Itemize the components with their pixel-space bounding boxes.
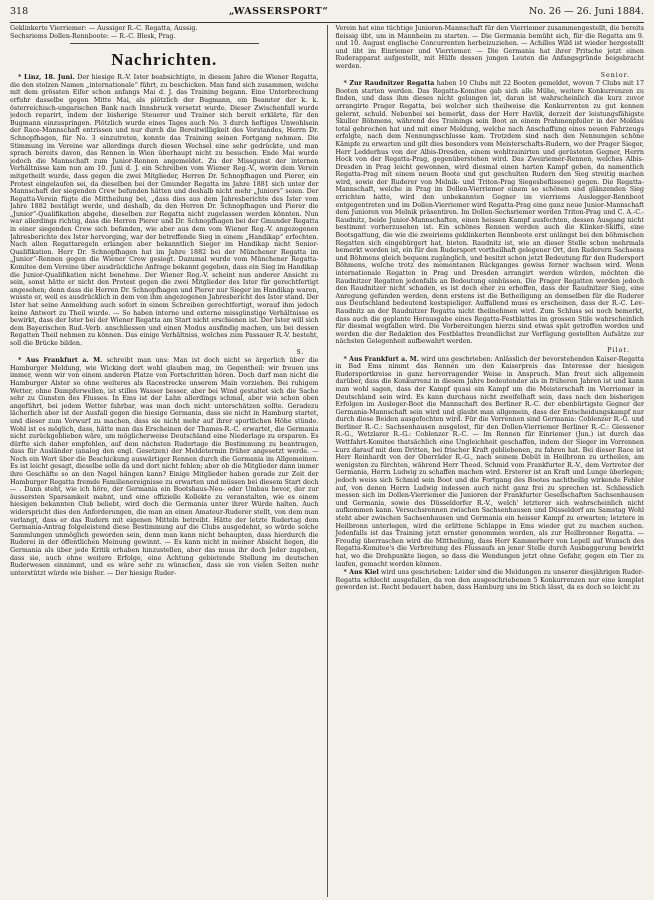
article-linz (10, 74, 319, 347)
masthead-title: „WASSERSPORT“ (228, 6, 329, 17)
column-divider (327, 25, 328, 897)
section-title: Nachrichten. (111, 50, 218, 70)
article-frankfurt-1 (10, 357, 319, 577)
signature: S. (296, 348, 305, 356)
article-kiel (335, 569, 644, 592)
signature: Pilot. (607, 346, 630, 354)
entry-line: Sechsriems Dollen-Rennboote: — R.-C. Blesk, Prag. (10, 32, 176, 40)
article-raudnitz (335, 80, 644, 346)
issue-date: No. 26 — 26. Juni 1884. (529, 6, 644, 17)
article-lead: * Zur Raudnitzer Regatta (343, 80, 435, 88)
article-body: Der hiesige R.-V. Ister beabsichtigte, in diesem Jahre die Wiener Regatta, die den stolzen Namen „internationale“ führt, zu beschicken. Man fand sich zusammen, welche mit dem grössten Eifer schon anfangs Mai d. J. das Training begann. Eine Unterbrechung erfuhr dasselbe gegen Mitte Mai, als plötzlich der Bugmann, ein Beamter der k. k. österreichisch-ungarischen Bank nach Innsbruck versetzt wurde. Dieser Zwischenfall wurde jedoch reparirt, indem der bisherige Steuerer und Trainer sich bereit erklärte, für den Bugmann einzuspringen. Plötzlich wurde eines Tages auch No. 3 durch heftiges Unwohlsein der Race-Mannschaft entrissen und nur durch die Bereitwilligkeit des Vorstandes, Herrn Dr. Schnopfhagen, für No. 3 einzutreten, konnte das Training seinen Fortgang nehmen. Die Stimmung im Vereine war allerdings durch diesen Wechsel eine sehr gedrückte, und man sprach bereits davon, das Rennen in Wien überhaupt nicht zu besuchen. Ende Mai wurde jedoch die Mannschaft zum Junior-Rennen angemeldet. Zu der Missgunst der internen Verhältnisse kam nun am 10. Juni d. J. ein Schreiben vom Wiener Reg.-V., worin dem Verein mitgetheilt wurde, dass gegen die zwei Mitglieder, Herren Dr. Schnopfhagen und Pierer, ein Protest eingelaufen sei, da dieselben bei der Gmunder Regatta im Jahre 1881 sich unter der Mannschaft der siegenden Crew befunden hätten und deshalb nicht mehr „Juniors“ seien. Der Regatta-Verein fügte die Mittheilung bei, „dass dies aus dem Jahresberichte des Ister vom Jahre 1882 bestätigt werde, und deshalb, da den Herren Dr. Schnopfhagen und Pierer die „Junior“-Qualifikation abgehe, dieselben zur Regatta nicht zugelassen werden könnten. Nun war allerdings richtig, dass die Herren Pierer und Dr. Schnopfhagen bei der Gmunder Regatta in einer siegenden Crew sich befanden, wie aber aus dem vom Wiener Reg.-V. angezogenen Jahresberichte des Ister hervorging, war der betreffende Sieg in einem „Handikap“ erfochten. Nach allen Regattaregeln erlangen aber bekanntlich Sieger im Handikap nicht Senior-Qualifikation. Herr Dr. Schnopfhagen hat im Jahre 1882 bei der Münchener Regatta im „Junior“-Rennen gegen die Wiener Crew gesiegt. Dazumal wurde vom Münchener Regatta-Komitee dem Vereine über ausdrückliche Anfrage bekannt gegeben, dass ein Sieg im Handikap die Junior-Qualifikation nicht benehme. Der Wiener Reg.-V. scheint nun anderer Ansicht zu sein, sonst hätte er nicht den Protest gegen die zwei Mitglieder des Ister für gerechtfertigt angesehen; denn dass die Herren Dr. Schnopfhagen und Pierer nur Sieger im Handikap waren, wusste er, weil es ausdrücklich in dem von ihm angezogenen Jahresbericht des Ister stand. Der Ister hat seine Anmeldung auch sofort in einem Schreiben gerechtfertigt, worauf ihm jedoch keine Antwort zu Theil wurde. — So haben interne und externe missgünstige Verhältnisse es bewirkt, dass der Ister bei der Wiener Regatta am Start nicht erschienen ist. Der Ister will sich dem Bayerischen Rud.-Verb. anschliessen und einen Modus ausfindig machen, um bei dessen Regatten Theil nehmen zu können. Das einige Verhältniss, welches zum Passauer R.-V. besteht, soll die Brücke bilden. (10, 74, 319, 347)
article-lead: * Linz, 18. Juni. (18, 74, 75, 82)
article-body: Verein hat eine tüchtige Junioren-Mannschaft für den Vierriemer zusammengestellt, die bereits fleissig übt, um in Mannheim zu starten. — Die Germania bemüht sich, für die Regatta am 9. und 10. August englische Concurrenten herbeizuziehen. — Achilles Wild ist wieder hergestellt und übt im Einriemer und Vierriemer. — Die Germania hat ihrer Pritsche jetzt einen Ruderapparat aufgestellt, mit Hülfe dessen jungen Leuten die Anfangsgründe beigebracht werden. (335, 25, 644, 70)
article-body: schreibt man uns: Man ist doch nicht so ärgerlich über die Hamburger Meldung, wie Wicking dort wohl glauben mag, im Gegentheil: wir freuen uns immer, wenn wir von einem anderen Platze von Fortschritten hören. Doch darf man nicht die Hamburger Alster so ohne weiteres als Racestrecke unserem Main vorziehen. Bei ruhigem Wetter, ohne Dampferwellen, ist stilles Wasser besser, aber bei Wind gestaltet sich die Sache sehr zu Gunsten des Flusses. In Ems ist der Lahn allerdings schmal, aber wie schon oben angeführt, bei jedem Wetter fahrbar, was man doch nicht unterschätzen sollte. Geradezu lächerlich aber ist der Ausfall gegen die hiesige Germania, dass sie nicht in Hamburg startet, und dieser zum Vorwurf zu machen, dass sie nicht mehr auf ihrer sportlichen Höhe stünde. Wohl ist es möglich, dass, hätte man das Erscheinen der Thames-R.-C. erwartet, die Germania nicht zurückgeblieben wäre, um möglicherweise Deutschland eine Niederlage zu ersparen. Es dürfte sich daher empfehlen, auf dem nächsten Rudertage die Bestimmung zu beantragen, dass für Ausländer (analog den engl. Gesetzen) der Meldetermin früher angesetzt werde. — Noch ein Wort über die Beschickung auswärtiger Rennen durch die Germania im Allgemeinen. Es ist leicht gesagt, dieselbe solle da und dort nicht fehlen; aber ob die Mitglieder dann immer ihre Geschäfte so an den Nagel hängen kann? Einige Mitglieder haben gerade zur Zeit der Hamburger Regatta fremde Familienereignisse zu erwarten und müssen bei diesem Start doch — . Dann steht, wie ich höre, der Germania ein Bootshaus-Neu- oder Umbau bevor, der zur äussersten Sparsamkeit mahnt, und eine offizielle Kollekte zu veranstalten, wie es einem hiesigen bekannten Club beliebt, wird doch die Germania unter ihrer Würde halten. Auch widerspricht dies den Anforderungen, die man an einen Amateur-Ruderer stellt, von dem man verlangt, dass er das Rudern mit eigenen Mitteln betreibt. Hätte der letzte Rudertag dem Germania-Antrag folgeleistend diese Bestimmung auf die Clubs ausgedehnt, so würde solche Sammlungen unmöglich geworden sein, denn man kann nicht behaupten, dass hierdurch die Ruderei in der öffentlichen Meinung gewinnt. — Es kann nicht in meiner Absicht liegen, die Germania als über jede Kritik erhaben hinzustellen, aber das muss ihr doch Jeder zugeben, dass sie, auch ohne weitere Erfolge, eine Achtung gebietende Stellung im deutschen Ruderwesen einnimmt, und es wäre sehr zu wünschen, dass sie von vielen Seiten mehr unterstützt würde wie bisher. — Der hiesige Ruder- (10, 357, 319, 577)
entry-line: Geklinkerte Vierriemer: — Aussiger R.-C. Regatta, Aussig. (10, 25, 198, 32)
regatta-entries (10, 25, 319, 40)
article-lead: * Aus Frankfurt a. M. (18, 357, 103, 365)
signature: Senior. (600, 71, 630, 79)
right-column (335, 25, 644, 897)
section-rule (70, 43, 259, 44)
article-body: wird uns geschrieben: Anlässlich der bevorstehenden Kaiser-Regatta in Bad Ems nimmt das Rennen um den Kaiserpreis das Interesse der hiesigen Rudersportkreise in ganz hervorragender Weise in Anspruch. Man freut sich allgemein darüber, dass die Konkurrenz in diesem Jahre bedeutender als in früheren Jahren ist und kann man wohl sagen, dass der Kampf quasi ein Kampf um die Meisterschaft im Vierriemer in Deutschland sein wird. Es kann durchaus nicht zweifelhaft sein, dass nach den bisherigen Erfolgen im Ausleger-Boot die Mannschaft des Berliner R.-C. der ebenbürtigste Gegner der Germania-Mannschaft sein wird und glaubt man allgemein, dass der Entscheidungskampf nur durch diese Beiden ausgefochten wird. Für die Vorrennen sind Germania: Coblenzer R.-G. und Berliner R.-C.: Sachsenhausen ausgelost, für den Dollen-Vierriemer Berliner R.-C.: Giessener R.-G., Wetzlarer R.-G.: Coblenzer R.-C. — Im Rennen für Einriemer (Jun.) ist durch das Wettfahrt-Komitee thatsächlich eine Ungleichheit geschaffen, indem der Sieger im Vorrennen kurz darauf mit dem Dritten, bei frischer Kraft gebliebenen, zu fahren hat. Bei dieser Race ist Herr Reinhardt von der Oberräder R.-G., nach seinem Debüt in Heilbronn zu urtheilen, am wenigsten zu fürchten, während Herr Theod. Schmid vom Frankfurter R.-V., dem Vertreter der Germania, Herrn Ludwig zu schaffen machen wird. Ersterer ist an Kraft und Lunge überlegen; jedoch weiss sich Schmid sein Boot und die Fortgang des Bootes nachtheilig wirkende Fehler auf, von denen Herrn Ludwig indessen auch nicht ganz frei zu sprechen ist. Schliesslich messen sich im Dollen-Vierriemer die Junioren der Frankfurter Gesellschaften Sachsenhausen und Germania, sowie des Düsseldorfer R.-V., welch' letzterer sich wahrscheinlich nicht aufkommen kann. Versuchsrennen zwischen Sachsenhausen und Düsseldorf am Samstag Wohl steht aber zwischen Sachsenhausen und Germania ein heisser Kampf zu erwarten; letztere in Heilbronn unterlegen, wird die erlittene Schlappe in Ems wieder gut zu machen suchen. Jedenfalls ist das Training jetzt ernster genommen worden, als zur Heilbronner Regatta. — Freudig überraschen wird die Mittheilung, dass Herr Kammerherr von Lepell auf Wunsch des Regatta-Komitee's die Verbreitung des Flussaufs an jener Stelle durch Ausbaggerung bewirkt hat, wo die Drehpunkte liegen, so dass die Wendungen jetzt ohne Gefahr, gegen ein Tier zu laufen, gemacht werden können. (335, 355, 644, 568)
left-column (10, 25, 319, 897)
article-body: haben 10 Clubs mit 22 Booten gemeldet, wovon 7 Clubs mit 17 Booten starten werden. Das Regatta-Komitee gab sich alle Mühe, weitere Konkurrenzen zu finden, und dass ihm dieses nicht gelungen ist, daran ist wahrscheinlich die kurz zuvor arrangirte Prager Regatta, bei welcher sich theilweise die Konkurrenten zu gut kennen gelernt, schuld. Nebenbei sei bemerkt, dass der Herr Havlik, derzeit der leistungsfähigste Skuller Böhmens, während des Trainings sein Boot an einem Prahmenpfeiler in der Moldau total gebrochen hat und mit einer Meldung, welche nach Anschaffung eines neuen Fahrzeugs erfolgte, nach dem Nennungsschlusse kam. Trotzdem sind nach den Nennungen schöne Kämpfe zu erwarten und gilt dies besonders vom Meisterschafts-Rudern, wo der Prager Sieger, Herr Ledderhus von der Albis-Dresden, einem wohltrainirten und gerüsteten Gegner, Herrn Hock von der Regatta-Prag, gegenüberstehen wird. Das Zweiriemer-Rennen, welches Albis-Dresden in Prag leicht gewonnen, wird diesmal einen harten Kampf geben, da namentlich Regatta-Prag mit einem neuen Boote und gut geschulten Rudern den Sieg streitig machen wird, sowie der Ruderer von Melnik- und Triton-Prag Siegesbeflissene) gegen. Die Regatta-Mannschaft, welche in Prag im Dollen-Vierriemer einem so schönen und glänzenden Sieg errichten hatte, wird den unbekannten Gegner im vierriems Auslegger-Rennboot entgegentreten und im Dollen-Vierriemer wird Regatta-Prag eine ganz neue Junior-Mannschaft dem Junioren von Melnik präsentiren. Im Dollen-Sechsriemer werden Triton-Prag und C. A.-C.-Raudnitz, beide Junior-Mannschaften, einen heissen Kampf ausfechten, dessen Ausgang nicht bestimmt vorherzusehen ist. Ein schönes Rennen werden auch die Klinker-Skiffs, eine Bootsgattung, die wie die zweiriems geklinkerten Rennboote erst unlängst bei den böhmischen Regatten sich eingebürgert hat, bieten. Raudnitz ist, wie an dieser Stelle schon mehrmals bemerkt worden ist, ein für den Rudersport vortheilhaft gelegener Ort, den Ruderern Sachsens und Böhmens gleich bequem zugänglich, und besitzt schon jetzt Bedeutung für den Rudersport Böhmens, welche trotz des momentanen Rückganges gewiss ferner wachsen wird. Wenn internationale Regatten in Prag und Dresden arrangirt werden würden, möchten die Raudnitzer Regatten jedenfalls an Bedeutung einbüssen. Die Prager Regatten werden jedoch den Raudnitzer nicht schaden, es ist doch eher zu erhoffen, dass der Raudnitzer Sieg, eine Anregung gefunden werden, denn erstens ist die Betheiligung an demselben für die Ruderer aus Deutschland bedeutend kostspieliger. Auffallend muss es erscheinen, dass der R.-C. Lev-Raudnitz an der Raudnitzer Regatta nicht theilnehmen wird. Zum Schluss sei noch bemerkt, dass auch die geplante Herausgabe eines Regatta-Festblattes im grossen Stile wahrscheinlich für diesmal wegfallen wird. Die Vorbereitungen hierzu sind etwas spät getroffen worden und werden die der Redaktion des Festblattes freundlichst zur Verfügung gestellten Aufsätze zur nächsten Gelegenheit aufbewahrt werden. (335, 80, 644, 346)
page-header (10, 6, 644, 23)
article-body: wird uns geschrieben: Leider sind die Meldungen zu unserer diesjährigen Ruder-Regatta schlecht ausgefallen, da von den ausgeschriebenen 5 Konkurrenzen nur eine komplet geworden ist. Recht bedauert haben, dass Hamburg uns im Stich lässt, da es doch so leicht zu (335, 569, 644, 592)
article-lead: * Aus Kiel (343, 569, 379, 577)
article-frankfurt-2 (335, 356, 644, 569)
columns (10, 25, 644, 897)
article-continued (335, 25, 644, 71)
article-lead: * Aus Frankfurt a. M. (343, 355, 419, 363)
page-number: 318 (10, 6, 29, 17)
